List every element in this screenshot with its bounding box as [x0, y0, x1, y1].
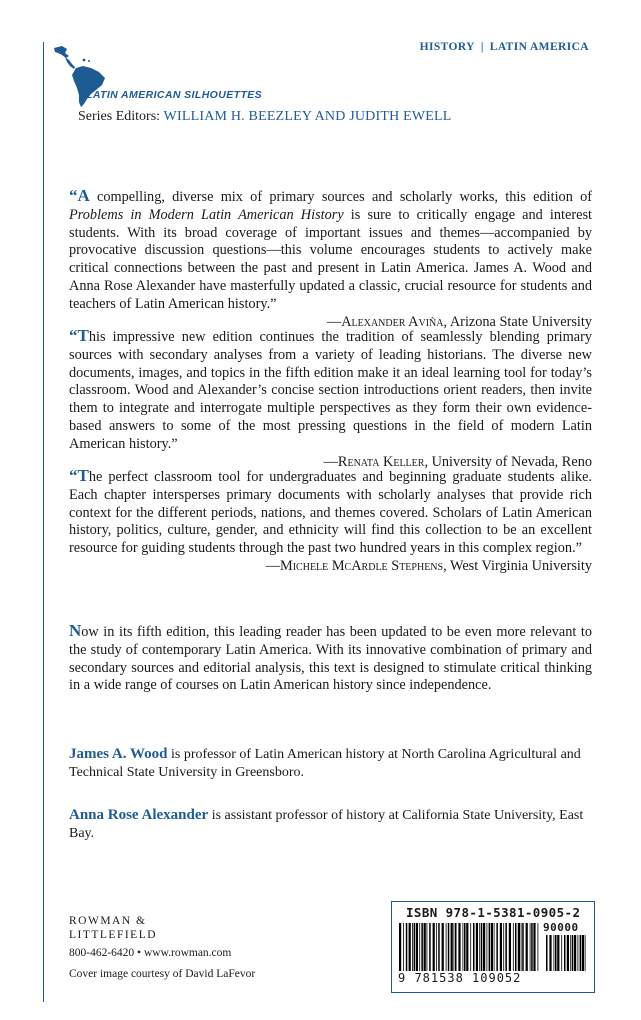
barcode-bar: [582, 935, 584, 971]
endorsement-quote-1: [69, 187, 592, 331]
quote-affiliation: , University of Nevada, Reno: [424, 453, 592, 470]
category-latin-america: LATIN AMERICA: [489, 41, 589, 53]
barcode-bar: [464, 923, 466, 971]
barcode-bar: [487, 923, 488, 971]
quote-text: his impressive new edition continues the tradition of seamlessly blending primary sources with secondary analyses from a variety of leading historians. The diverse new documents, images, and topics in the fifth edition make it an ideal learning tool for today’s classroom. Wood and Alexander’s concise section introductions orient readers, then invite them to integrate and interrogate multiple perspectives as they form their own evidence-based answers to some of the most pressing questions in the field of modern Latin American history.”: [69, 329, 592, 452]
barcode-bar: [448, 923, 450, 971]
barcode-bar: [419, 923, 420, 971]
barcode-bar: [416, 923, 418, 971]
barcode-bar: [564, 935, 566, 971]
category-separator: |: [480, 41, 484, 53]
quote-text: he perfect classroom tool for undergraduates and beginning graduate students alike. Each chapter intersperses primary documents with scholarly analyses that provide rich context for the different periods, nations, and themes covered. Scholars of Latin American history, politics, culture, gender, and ethnicity will find this collection to be an excellent resource for guiding students through the past two hundred years in this complex region.”: [69, 469, 592, 557]
barcode-bar: [570, 935, 571, 971]
barcode-bar: [476, 923, 478, 971]
barcode-bar: [503, 923, 504, 971]
barcode-bar: [491, 923, 493, 971]
barcode-bar: [481, 923, 483, 971]
publisher-line-1: ROWMAN &: [69, 915, 147, 927]
quote-open: “T: [69, 466, 89, 485]
barcode-bar: [409, 923, 411, 971]
attribution-dash: —: [323, 453, 338, 470]
series-editors: [78, 109, 452, 125]
barcode-bar: [531, 923, 533, 971]
barcode-bar: [567, 935, 569, 971]
barcode-bar: [561, 935, 562, 971]
barcode-bar: [454, 923, 455, 971]
barcode-bar: [414, 923, 416, 971]
barcode-bar: [572, 935, 574, 971]
barcode-bar: [458, 923, 460, 971]
barcode-bar: [533, 923, 535, 971]
author-name: James A. Wood: [69, 746, 168, 762]
publisher-logo: [69, 914, 157, 942]
barcode-bar: [406, 923, 408, 971]
barcode-bar: [526, 923, 528, 971]
attribution-dash: —: [265, 557, 281, 574]
endorsement-quote-3: [69, 467, 592, 576]
quote-open: “A: [69, 186, 90, 205]
barcode-bar: [509, 923, 511, 971]
author-bio-text: is assistant professor of history at California State University, East Bay.: [69, 808, 584, 841]
barcode-bar: [578, 935, 579, 971]
barcode-bar: [500, 923, 502, 971]
quote-author: Alexander Aviña: [341, 313, 444, 330]
barcode-bar: [470, 923, 471, 971]
isbn-number: ISBN 978-1-5381-0905-2: [406, 905, 581, 920]
barcode-bar: [403, 923, 404, 971]
quote-attribution: [69, 558, 592, 576]
quote-text-a: compelling, diverse mix of primary sources and scholarly works, this edition of: [89, 189, 592, 205]
barcode-bar: [446, 923, 447, 971]
barcode-bar: [494, 923, 495, 971]
vertical-rule: [43, 42, 44, 1002]
barcode-bar: [473, 923, 475, 971]
ean-digits: 9 781538 109052: [398, 971, 522, 985]
contact-bullet: •: [137, 947, 142, 959]
barcode-icon: [399, 923, 539, 971]
barcode-bar: [424, 923, 426, 971]
barcode-bar: [549, 935, 551, 971]
barcode-bar: [451, 923, 453, 971]
book-description: [69, 622, 592, 695]
barcode-bar: [438, 923, 440, 971]
barcode-bar: [429, 923, 431, 971]
editors-names: WILLIAM H. BEEZLEY AND JUDITH EWELL: [163, 109, 452, 124]
barcode-bar: [538, 923, 539, 971]
author-bio-text: is professor of Latin American history at North Carolina Agricultural and Technical State University in Greensboro.: [69, 747, 581, 780]
barcode-bar: [399, 923, 401, 971]
barcode-bar: [518, 923, 520, 971]
publisher-line-2: LITTLEFIELD: [69, 929, 158, 941]
quote-open: “T: [69, 326, 89, 345]
barcode-bar: [554, 935, 555, 971]
barcode-bar: [496, 923, 498, 971]
quote-author: Renata Keller: [337, 453, 425, 470]
barcode-bar: [521, 923, 522, 971]
series-name: LATIN AMERICAN SILHOUETTES: [86, 89, 263, 101]
barcode-bar: [505, 923, 507, 971]
author-bio-1: [69, 745, 592, 782]
barcode-bar: [412, 923, 413, 971]
book-title: Problems in Modern Latin American History: [69, 206, 344, 223]
barcode-bar: [436, 923, 437, 971]
barcode-bar: [479, 923, 480, 971]
barcode-bar: [489, 923, 491, 971]
quote-affiliation: , West Virginia University: [443, 557, 592, 574]
barcode-bar: [522, 923, 524, 971]
barcode-bar: [427, 923, 428, 971]
barcode-bar: [442, 923, 444, 971]
barcode-bar: [463, 923, 464, 971]
author-name: Anna Rose Alexander: [69, 807, 209, 823]
quote-author: Michele McArdle Stephens: [280, 557, 444, 574]
attribution-dash: —: [326, 313, 342, 330]
publisher-contact: [69, 947, 231, 959]
addon-barcode-icon: [546, 935, 586, 971]
publisher-website: www.rowman.com: [143, 947, 232, 959]
barcode-bar: [580, 935, 582, 971]
quote-affiliation: , Arizona State University: [443, 313, 592, 330]
editors-label: Series Editors:: [78, 109, 161, 124]
barcode-bar: [530, 923, 531, 971]
barcode-bar: [421, 923, 423, 971]
endorsement-quote-2: [69, 327, 592, 471]
barcode-bar: [574, 935, 576, 971]
barcode-bar: [466, 923, 468, 971]
quote-text-b: is sure to critically engage and interest students. With its broad coverage of important issues and themes—accompanied by provocative discussion questions—this volume encourages students to actively make critical connections between the past and present in Latin America. James A. Wood and Anna Rose Alexander have masterfully updated a classic, crucial resource for students and teachers of Latin American history.”: [69, 206, 592, 312]
barcode-bar: [515, 923, 517, 971]
barcode-bar: [546, 935, 548, 971]
barcode-bar: [585, 935, 586, 971]
barcode-bar: [483, 923, 485, 971]
barcode-bar: [513, 923, 514, 971]
subject-category: [420, 41, 589, 53]
price-addon-digits: 90000: [543, 921, 579, 934]
author-bio-2: [69, 806, 592, 843]
barcode-bar: [557, 935, 559, 971]
barcode-bar: [455, 923, 457, 971]
publisher-phone: 800-462-6420: [69, 947, 135, 959]
description-initial: N: [69, 621, 82, 640]
barcode-bar: [555, 935, 557, 971]
barcode-bar: [433, 923, 435, 971]
cover-credit: Cover image courtesy of David LaFevor: [69, 968, 256, 980]
description-text: ow in its fifth edition, this leading reader has been updated to be even more relevant to the study of contemporary Latin America. With its innovative combination of primary and secondary sources and editorial analysis, this text is designed to stimulate critical thinking in a wide range of courses on Latin American history since independence.: [69, 624, 592, 694]
category-history: HISTORY: [419, 41, 475, 53]
